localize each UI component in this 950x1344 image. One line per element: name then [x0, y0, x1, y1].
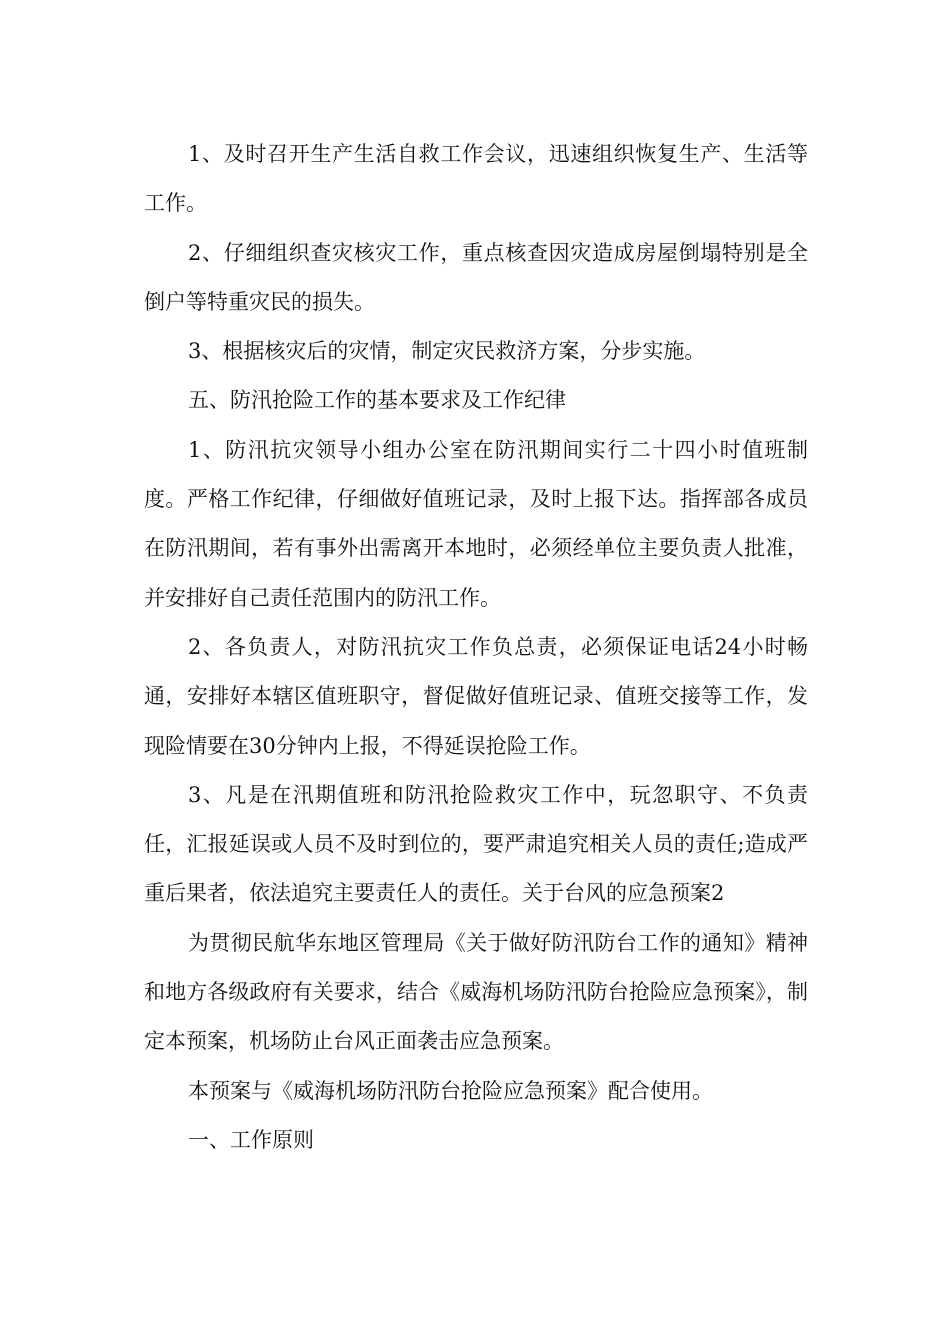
paragraph-plan-usage: 本预案与《威海机场防汛防台抢险应急预案》配合使用。	[188, 1078, 713, 1103]
section-heading-principles: 一、工作原则	[188, 1127, 314, 1152]
paragraph-duty-system: 1、防汛抗灾领导小组办公室在防汛期间实行二十四小时值班制度。严格工作纪律，仔细做好值班记录，及时上报下达。指挥部各成员在防汛期间，若有事外出需离开本地时，必须经单位主要负责人批准，并安排好自己责任范围内的防汛工作。	[144, 437, 808, 610]
paragraph-relief-plan: 3、根据核灾后的灾情，制定灾民救济方案，分步实施。	[188, 339, 706, 364]
paragraph-disaster-verification: 2、仔细组织查灾核灾工作，重点核查因灾造成房屋倒塌特别是全倒户等特重灾民的损失。	[144, 240, 808, 314]
paragraph-responsibility: 2、各负责人，对防汛抗灾工作负总责，必须保证电话24小时畅通，安排好本辖区值班职守，督促做好值班记录、值班交接等工作，发现险情要在30分钟内上报，不得延误抢险工作。	[144, 634, 808, 758]
section-heading-requirements: 五、防汛抢险工作的基本要求及工作纪律	[188, 388, 566, 413]
document-body	[144, 130, 808, 1165]
paragraph-typhoon-plan-intro: 为贯彻民航华东地区管理局《关于做好防汛防台工作的通知》精神和地方各级政府有关要求，结合《威海机场防汛防台抢险应急预案》，制定本预案，机场防止台风正面袭击应急预案。	[144, 930, 808, 1054]
paragraph-accountability: 3、凡是在汛期值班和防汛抢险救灾工作中，玩忽职守、不负责任，汇报延误或人员不及时到位的，要严肃追究相关人员的责任;造成严重后果者，依法追究主要责任人的责任。关于台风的应急预案2	[144, 782, 808, 906]
paragraph-recovery-meeting: 1、及时召开生产生活自救工作会议，迅速组织恢复生产、生活等工作。	[144, 142, 808, 216]
